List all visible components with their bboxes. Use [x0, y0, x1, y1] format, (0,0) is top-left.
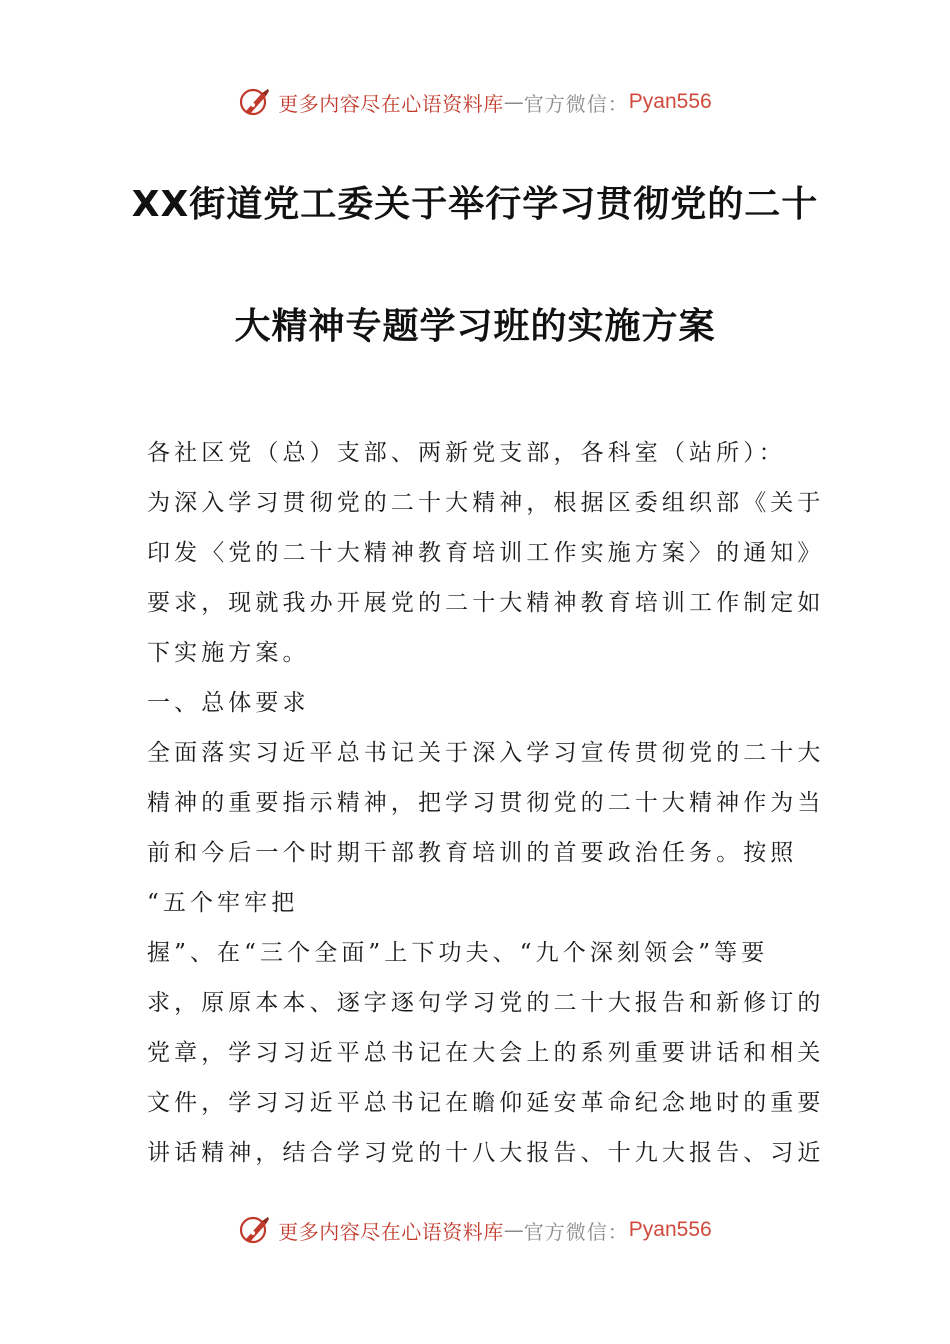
body-line: 为深入学习贯彻党的二十大精神，根据区委组织部《关于 — [147, 490, 825, 516]
body-line: 党章，学习习近平总书记在大会上的系列重要讲话和相关 — [147, 1040, 825, 1066]
body-line: 讲话精神，结合学习党的十八大报告、十九大报告、习近 — [147, 1140, 825, 1166]
watermark-official-label: 官方微信： — [523, 91, 629, 116]
body-line: 要求，现就我办开展党的二十大精神教育培训工作制定如 — [147, 590, 825, 616]
pen-nib-logo-icon — [238, 1213, 272, 1247]
body-line: “五个牢牢把 — [147, 890, 299, 916]
body-line: 全面落实习近平总书记关于深入学习宣传贯彻党的二十大 — [147, 740, 825, 766]
section-heading: 一、总体要求 — [147, 690, 310, 716]
watermark-wechat-id: Pyan556 — [628, 90, 712, 113]
watermark-official-label: 官方微信： — [523, 1219, 629, 1244]
body-line: 下实施方案。 — [147, 640, 310, 666]
header-watermark — [0, 82, 950, 122]
document-body — [147, 428, 825, 1178]
watermark-brand: 更多内容尽在心语资料库 — [278, 1219, 504, 1244]
watermark-separator: — — [503, 90, 524, 114]
pen-nib-logo-icon — [238, 85, 272, 119]
body-line: 求，原原本本、逐字逐句学习党的二十大报告和新修订的 — [147, 990, 825, 1016]
body-line: 精神的重要指示精神，把学习贯彻党的二十大精神作为当 — [147, 790, 825, 816]
body-line: 文件，学习习近平总书记在瞻仰延安革命纪念地时的重要 — [147, 1090, 825, 1116]
body-line: 前和今后一个时期干部教育培训的首要政治任务。按照 — [147, 840, 798, 866]
document-title-line-2: 大精神专题学习班的实施方案 — [234, 306, 716, 347]
body-line: 握”、在“三个全面”上下功夫、“九个深刻领会”等要 — [147, 940, 769, 966]
body-line: 印发〈党的二十大精神教育培训工作实施方案〉的通知》 — [147, 540, 825, 566]
body-line: 各社区党（总）支部、两新党支部，各科室（站所）： — [147, 440, 786, 466]
watermark-wechat-id: Pyan556 — [628, 1218, 712, 1241]
watermark-separator: — — [503, 1218, 524, 1242]
watermark-brand: 更多内容尽在心语资料库 — [278, 91, 504, 116]
document-title-line-1: XX街道党工委关于举行学习贯彻党的二十 — [131, 184, 819, 225]
footer-watermark — [0, 1210, 950, 1250]
